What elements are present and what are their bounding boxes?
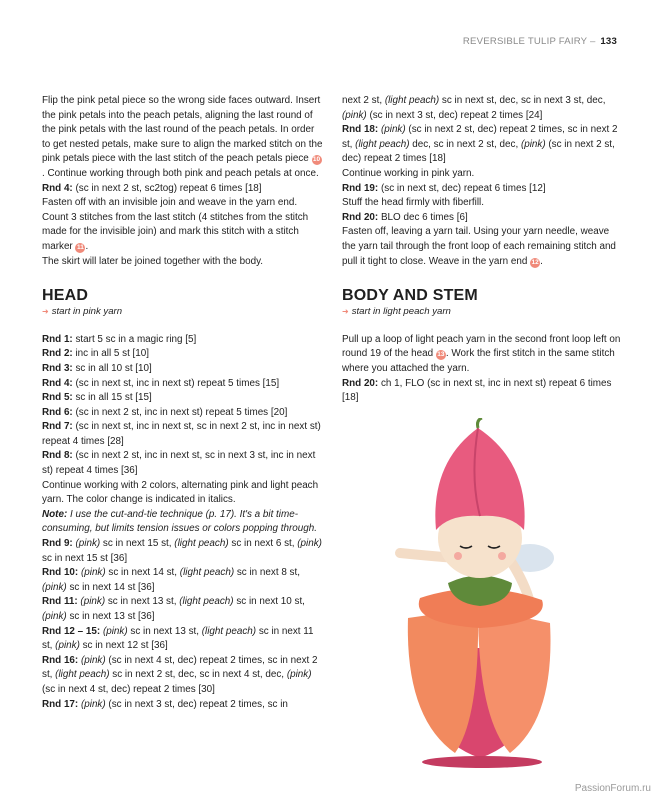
arrow-icon: ➜ bbox=[342, 307, 349, 317]
rnd18-line: Rnd 18: (pink) (sc in next 2 st, dec) repeat 2 times, sc in next 2 st, (light peach) dec, sc in next 2 st, dec, (pink) (sc in next 2 st, dec) repeat 2 times [18] bbox=[342, 124, 618, 165]
rnd16-line: Rnd 16: (pink) (sc in next 4 st, dec) repeat 2 times, sc in next 2 st, (light peach) sc in next 2 st, dec, sc in next 4 st, dec, (pink) (sc in next 4 st, dec) repeat 2 times [30] bbox=[42, 654, 318, 695]
stitch-marker-badge: 11 bbox=[77, 243, 84, 251]
stitch-marker-badge: 10 bbox=[312, 156, 321, 164]
rnd11-line: Rnd 11: (pink) sc in next 13 st, (light peach) sc in next 10 st, (pink) sc in next 13 st [36] bbox=[42, 596, 305, 622]
fasten-paragraph: Fasten off with an invisible join and weave in the yarn end. Count 3 stitches from the last stitch (4 stitches from the stitch made for the invisible join) and mark this stitch with a stitch marker 11 . bbox=[42, 197, 309, 252]
round-line: Rnd 7: (sc in next st, inc in next st, sc in next 2 st, inc in next st) repeat 4 times [28] bbox=[42, 421, 321, 447]
section-subtitle-head: ➜ start in pink yarn bbox=[42, 306, 123, 318]
tulip-fairy-photo bbox=[360, 418, 600, 770]
section-subtitle-body: ➜ start in light peach yarn bbox=[342, 306, 451, 318]
round-line: Rnd 8: (sc in next 2 st, inc in next st, sc in next 3 st, inc in next st) repeat 4 times [36] bbox=[42, 450, 316, 477]
rnd19-line: Rnd 19: (sc in next st, dec) repeat 6 times [12] bbox=[342, 182, 546, 194]
stem-tip bbox=[478, 418, 483, 428]
rounds-list bbox=[42, 333, 324, 479]
round-line: Rnd 2: inc in all 5 st [10] bbox=[42, 348, 150, 360]
round-line: Rnd 3: sc in all 10 st [10] bbox=[42, 362, 152, 374]
intro-paragraph: Flip the pink petal piece so the wrong side faces outward. Insert the pink petals into the peach petals, aligning the last round of the pink petals with the last round of the peach petals. In order to get nested petals, make sure to align the marked stitch on the pink petals piece with the last stitch of the peach petals piece 10. Continue working through both pink and peach petals at once. bbox=[42, 95, 323, 179]
round-line: Rnd 4: (sc in next st, inc in next st) repeat 5 times [15] bbox=[42, 377, 280, 389]
skirt-note: The skirt will later be joined together with the body. bbox=[42, 255, 264, 267]
continue-colors: Continue working with 2 colors, alternating pink and light peach yarn. The color change is indicated in italics. bbox=[42, 479, 319, 506]
fasten-off-paragraph: Fasten off, leaving a yarn tail. Using your yarn needle, weave the yarn tail through the front loop of each remaining stitch and pull it tight to close. Weave in the yarn end 12. bbox=[342, 226, 616, 267]
round-line: Rnd 5: sc in all 15 st [15] bbox=[42, 392, 152, 404]
right-column bbox=[342, 94, 622, 406]
continue-pink: Continue working in pink yarn. bbox=[342, 167, 475, 179]
watermark: PassionForum.ru bbox=[574, 783, 651, 794]
left-cheek bbox=[454, 552, 462, 560]
arrow-icon: ➜ bbox=[42, 307, 49, 317]
round-line: Rnd 1: start 5 sc in a magic ring [5] bbox=[42, 333, 197, 345]
skirt-base bbox=[422, 756, 542, 768]
rnd10-line: Rnd 10: (pink) sc in next 14 st, (light peach) sc in next 8 st, (pink) sc in next 14 st [36] bbox=[42, 567, 300, 593]
round-line: Rnd 6: (sc in next 2 st, inc in next st) repeat 5 times [20] bbox=[42, 406, 288, 418]
rnd12-15-line: Rnd 12 – 15: (pink) sc in next 13 st, (light peach) sc in next 11 st, (pink) sc in next 12 st [36] bbox=[42, 625, 314, 652]
rnd17-line: Rnd 17: (pink) (sc in next 3 st, dec) repeat 2 times, sc in bbox=[42, 698, 288, 710]
rnd9-line: Rnd 9: (pink) sc in next 15 st, (light peach) sc in next 6 st, (pink) sc in next 15 st [36] bbox=[42, 538, 322, 564]
left-column bbox=[42, 94, 324, 712]
right-cheek bbox=[498, 552, 506, 560]
body-intro: Pull up a loop of light peach yarn in the second front loop left on round 19 of the head 13. Work the first stitch in the same stitch where you attached the yarn. bbox=[342, 333, 621, 374]
section-title-body-and-stem: BODY AND STEM bbox=[342, 287, 478, 305]
running-head-title: REVERSIBLE TULIP FAIRY – bbox=[462, 36, 596, 47]
rnd4-line: Rnd 4: (sc in next 2 st, sc2tog) repeat 6 times [18] bbox=[42, 182, 262, 194]
page-number: 133 bbox=[600, 36, 617, 47]
rnd17-continued: next 2 st, (light peach) sc in next st, dec, sc in next 3 st, dec, (pink) (sc in next 3 st, dec) repeat 2 times [24] bbox=[342, 95, 606, 121]
running-head bbox=[463, 36, 617, 47]
body-rnd20-line: Rnd 20: ch 1, FLO (sc in next st, inc in next st) repeat 6 times [18] bbox=[342, 377, 612, 404]
stuff-note: Stuff the head firmly with fiberfill. bbox=[342, 197, 484, 209]
stitch-marker-badge: 12 bbox=[531, 258, 539, 266]
technique-note: Note: I use the cut-and-tie technique (p. 17). It's a bit time-consuming, but limits tension issues or colors popping through. bbox=[42, 508, 318, 535]
section-title-head: HEAD bbox=[42, 287, 89, 305]
stitch-marker-badge: 13 bbox=[437, 351, 445, 359]
rnd20-line: Rnd 20: BLO dec 6 times [6] bbox=[342, 211, 468, 223]
